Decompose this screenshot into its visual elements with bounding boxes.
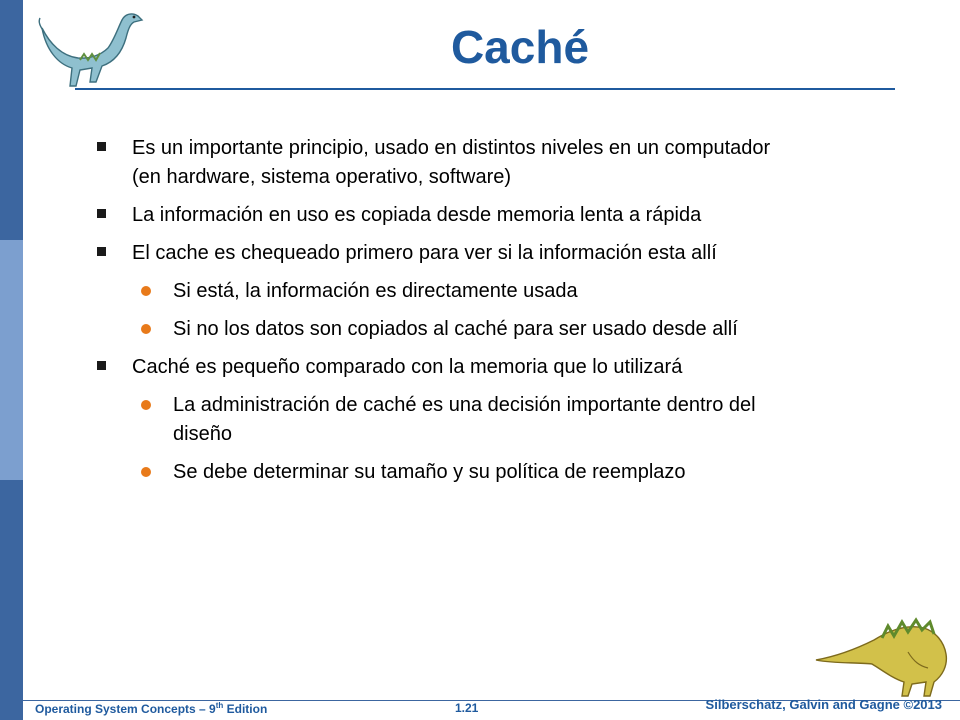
sub-bullet-text: La administración de caché es una decisión importante dentro del diseño (173, 394, 756, 445)
bullet-text: Caché es pequeño comparado con la memoria que lo utilizará (132, 356, 683, 378)
edition-label: Edition (223, 702, 268, 716)
dinosaur-illustration-icon (812, 612, 952, 698)
sub-bullet-text: Si no los datos son copiados al caché para ser usado desde allí (173, 318, 738, 340)
bullet-text: El cache es chequeado primero para ver si la información esta allí (132, 242, 717, 264)
round-bullet-icon (141, 467, 151, 477)
slide-title: Caché (450, 21, 590, 73)
bullet-item (95, 134, 775, 192)
sub-bullet-item (95, 277, 775, 306)
book-title-text: Operating System Concepts – 9 (35, 702, 216, 716)
band-segment-middle (0, 240, 23, 480)
square-bullet-icon (97, 361, 106, 370)
bullet-item (95, 353, 775, 382)
bullet-item (95, 201, 775, 230)
round-bullet-icon (141, 286, 151, 296)
band-segment-top (0, 0, 23, 240)
footer-book-title (35, 701, 267, 716)
page-number: 1.21 (455, 701, 479, 715)
left-color-band (0, 0, 23, 720)
square-bullet-icon (97, 142, 106, 151)
sub-bullet-item (95, 458, 775, 487)
bullet-item (95, 239, 775, 268)
round-bullet-icon (141, 324, 151, 334)
sub-bullet-item (95, 391, 775, 449)
sub-bullet-text: Si está, la información es directamente usada (173, 280, 578, 302)
square-bullet-icon (97, 209, 106, 218)
edition-superscript: th (215, 701, 224, 710)
slide-content (95, 134, 775, 496)
band-segment-bottom (0, 480, 23, 720)
round-bullet-icon (141, 400, 151, 410)
dinosaur-logo-icon (30, 4, 148, 92)
sub-bullet-item (95, 315, 775, 344)
footer-authors: Silberschatz, Galvin and Gagne ©2013 (705, 697, 942, 712)
sub-bullet-text: Se debe determinar su tamaño y su política de reemplazo (173, 461, 686, 483)
title-divider (75, 88, 895, 90)
bullet-text: Es un importante principio, usado en distintos niveles en un computador (en hardware, sistema operativo, software) (132, 137, 771, 188)
bullet-text: La información en uso es copiada desde memoria lenta a rápida (132, 204, 702, 226)
square-bullet-icon (97, 247, 106, 256)
